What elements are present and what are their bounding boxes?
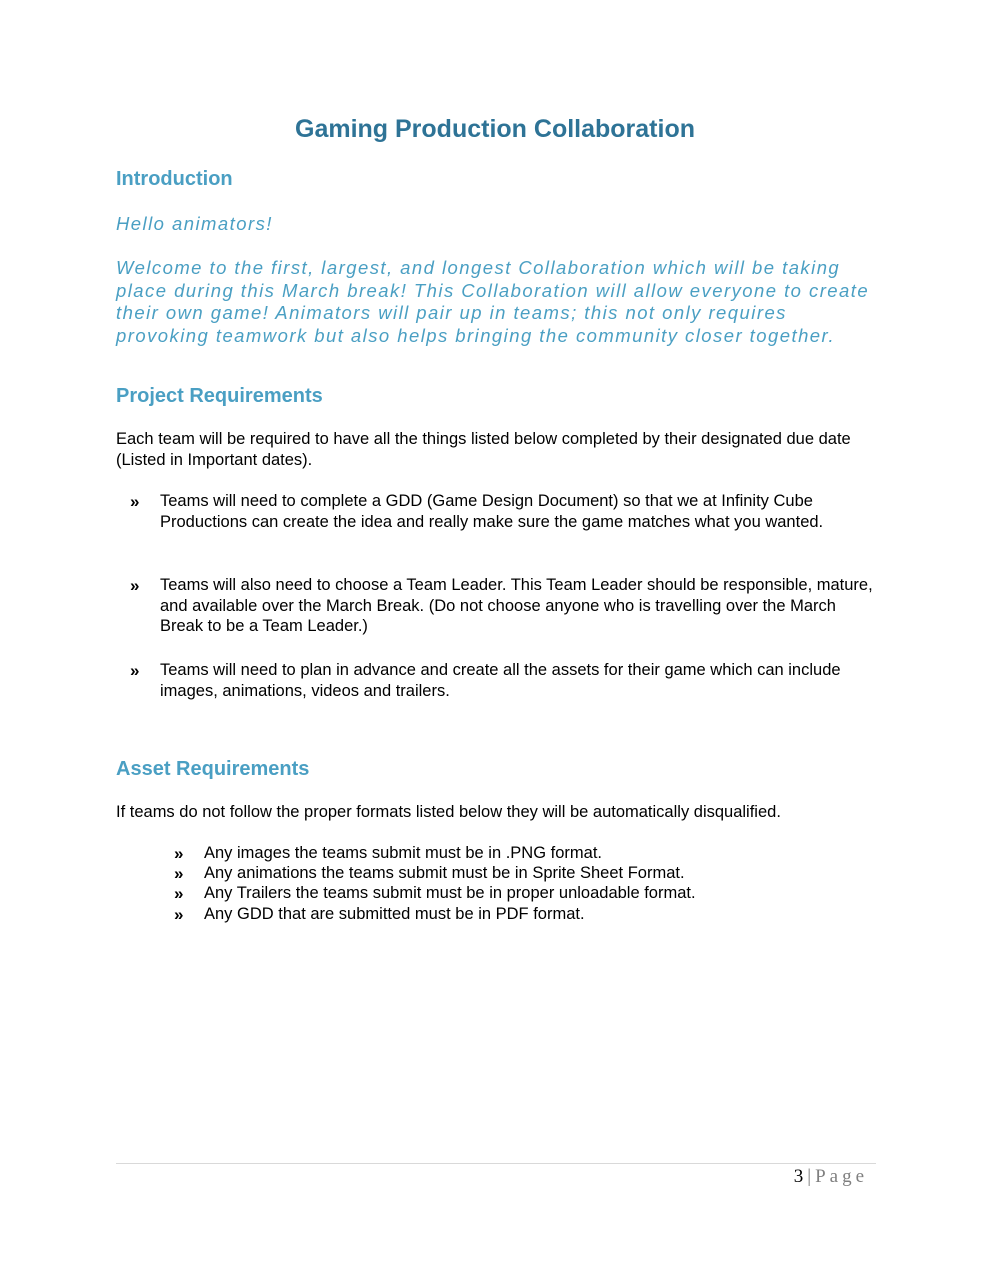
double-chevron-right-icon: » bbox=[174, 844, 184, 863]
list-item bbox=[174, 843, 874, 864]
list-item-text: Any animations the teams submit must be in Sprite Sheet Format. bbox=[204, 864, 685, 882]
project-requirements-heading: Project Requirements bbox=[116, 385, 323, 407]
list-item-text: Teams will need to plan in advance and create all the assets for their game which can include images, animations, videos and trailers. bbox=[160, 661, 841, 700]
page-footer bbox=[794, 1166, 868, 1188]
list-item-text: Any images the teams submit must be in .PNG format. bbox=[204, 844, 602, 862]
list-item bbox=[130, 660, 880, 701]
introduction-heading: Introduction bbox=[116, 168, 233, 190]
footer-separator: | bbox=[807, 1166, 812, 1187]
list-item-text: Teams will also need to choose a Team Leader. This Team Leader should be responsible, mature, and available over the March Break. (Do not choose anyone who is travelling over the March Break to be a Team Leader.) bbox=[160, 576, 873, 635]
page-label: Page bbox=[815, 1166, 868, 1187]
double-chevron-right-icon: » bbox=[174, 864, 184, 883]
double-chevron-right-icon: » bbox=[130, 661, 140, 680]
asset-requirements-heading: Asset Requirements bbox=[116, 758, 310, 780]
page-title: Gaming Production Collaboration bbox=[295, 115, 695, 143]
list-item-text: Teams will need to complete a GDD (Game Design Document) so that we at Infinity Cube Productions can create the idea and really make sure the game matches what you wanted. bbox=[160, 492, 824, 531]
page-number: 3 bbox=[793, 1166, 804, 1187]
list-item bbox=[130, 575, 880, 637]
footer-divider bbox=[116, 1163, 876, 1164]
double-chevron-right-icon: » bbox=[130, 576, 140, 595]
asset-requirements-paragraph: If teams do not follow the proper formats listed below they will be automatically disqualified. bbox=[116, 803, 781, 821]
list-item bbox=[174, 883, 874, 904]
list-item bbox=[174, 904, 874, 925]
list-item-text: Any Trailers the teams submit must be in proper unloadable format. bbox=[204, 884, 696, 902]
double-chevron-right-icon: » bbox=[174, 905, 184, 924]
list-item bbox=[130, 491, 880, 532]
double-chevron-right-icon: » bbox=[174, 884, 184, 903]
list-item-text: Any GDD that are submitted must be in PDF format. bbox=[204, 905, 585, 923]
introduction-greeting: Hello animators! bbox=[116, 213, 273, 234]
project-requirements-paragraph: Each team will be required to have all the things listed below completed by their designated due date (Listed in Important dates). bbox=[116, 430, 851, 469]
list-item bbox=[174, 863, 874, 884]
introduction-paragraph: Welcome to the first, largest, and longest Collaboration which will be taking place during this March break! This Collaboration will allow everyone to create their own game! Animators will pair up in teams; this not only requires provoking teamwork but also helps bringing the community closer together. bbox=[116, 257, 870, 346]
double-chevron-right-icon: » bbox=[130, 492, 140, 511]
